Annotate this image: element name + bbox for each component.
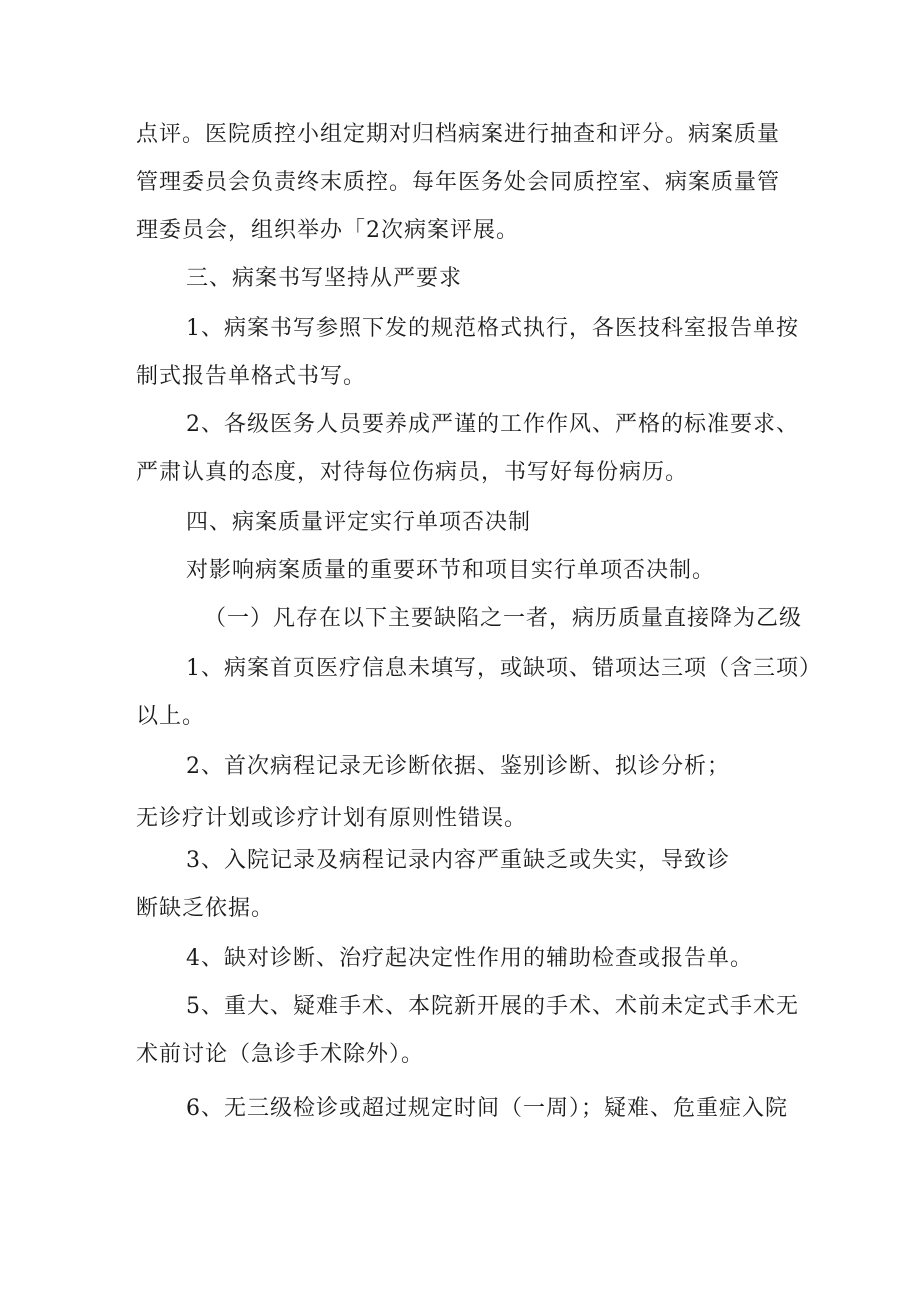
text-line: 4、缺对诊断、治疗起决定性作用的辅助检查或报告单。 [186,946,753,971]
text-line: 断缺乏依据。 [136,896,275,921]
text-line: 制式报告单格式书写。 [136,364,367,389]
subsection-heading: （一）凡存在以下主要缺陷之一者，病历质量直接降为乙级 [204,606,803,631]
text-line: 3、入院记录及病程记录内容严重缺乏或失实，导致诊 [186,848,730,873]
text-line: 理委员会，组织举办「2次病案评展。 [136,218,519,243]
text-line: 管理委员会负责终末质控。每年医务处会同质控室、病案质量管 [136,170,781,195]
section-heading: 四、病案质量评定实行单项否决制 [186,510,532,535]
text-line: 以上。 [136,704,206,729]
text-line: 严肃认真的态度，对待每位伤病员，书写好每份病历。 [136,460,689,485]
text-line: 2、各级医务人员要养成严谨的工作作风、严格的标准要求、 [186,412,799,437]
section-heading: 三、病案书写坚持从严要求 [186,266,463,291]
text-line: 2、首次病程记录无诊断依据、鉴别诊断、拟诊分析； [186,754,730,779]
text-line: 5、重大、疑难手术、本院新开展的手术、术前未定式手术无 [186,994,799,1019]
text-line: 点评。医院质控小组定期对归档病案进行抽查和评分。病案质量 [136,122,781,147]
text-line: 1、病案书写参照下发的规范格式执行，各医技科室报告单按 [186,316,799,341]
text-line: 对影响病案质量的重要环节和项目实行单项否决制。 [186,558,716,583]
text-line: 6、无三级检诊或超过规定时间（一周）；疑难、危重症入院 [186,1096,788,1121]
text-line: 无诊疗计划或诊疗计划有原则性错误。 [136,806,528,831]
text-line: 术前讨论（急诊手术除外）。 [136,1042,425,1067]
text-line: 1、病案首页医疗信息未填写，或缺项、错项达三项（含三项） [186,656,822,681]
